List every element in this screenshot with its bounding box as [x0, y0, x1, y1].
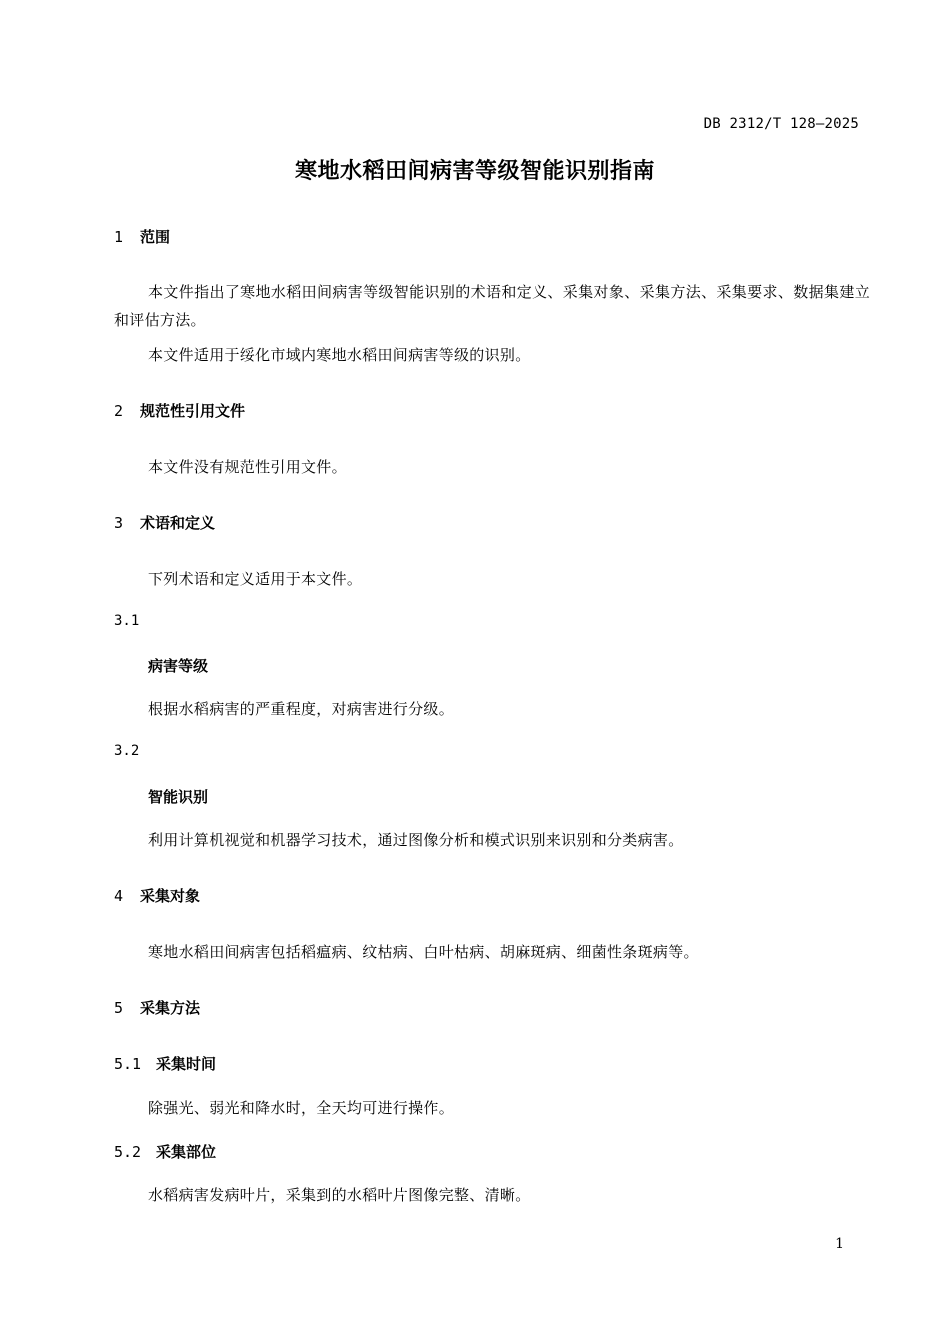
terms-intro-paragraph: 下列术语和定义适用于本文件。: [148, 570, 363, 588]
section-title: 范围: [140, 228, 171, 246]
term-definition: 利用计算机视觉和机器学习技术，通过图像分析和模式识别来识别和分类病害。: [148, 831, 684, 849]
standard-code: DB 2312/T 128—2025: [703, 116, 859, 132]
section-number: 3: [114, 514, 124, 532]
section-heading-terms: [114, 512, 215, 533]
clause-number: 3.1: [114, 613, 140, 629]
subsection-heading-collection-part: [114, 1141, 216, 1162]
page-number: 1: [835, 1236, 844, 1252]
section-title: 规范性引用文件: [140, 402, 246, 420]
section-title: 采集对象: [140, 887, 201, 905]
scope-paragraph-1: 本文件指出了寒地水稻田间病害等级智能识别的术语和定义、采集对象、采集方法、采集要求、数据集建立和评估方法。: [114, 283, 870, 329]
section-title: 术语和定义: [140, 514, 216, 532]
normative-references-paragraph: 本文件没有规范性引用文件。: [148, 458, 347, 476]
section-number: 4: [114, 887, 124, 905]
scope-paragraph-2: 本文件适用于绥化市域内寒地水稻田间病害等级的识别。: [148, 346, 531, 364]
subsection-number: 5.2: [114, 1143, 142, 1161]
document-title: 寒地水稻田间病害等级智能识别指南: [294, 159, 655, 184]
section-number: 5: [114, 999, 124, 1017]
collection-time-paragraph: 除强光、弱光和降水时，全天均可进行操作。: [148, 1099, 455, 1117]
section-title: 采集方法: [140, 999, 201, 1017]
section-number: 2: [114, 402, 124, 420]
subsection-title: 采集时间: [156, 1055, 217, 1073]
section-number: 1: [114, 228, 124, 246]
term-definition: 根据水稻病害的严重程度，对病害进行分级。: [148, 700, 455, 718]
section-heading-collection-objects: [114, 885, 200, 906]
term-title: 病害等级: [148, 657, 209, 675]
collection-objects-paragraph: 寒地水稻田间病害包括稻瘟病、纹枯病、白叶枯病、胡麻斑病、细菌性条斑病等。: [148, 943, 699, 961]
clause-number: 3.2: [114, 743, 140, 759]
subsection-title: 采集部位: [156, 1143, 217, 1161]
section-heading-normative-references: [114, 400, 245, 421]
term-title: 智能识别: [148, 788, 209, 806]
section-heading-collection-methods: [114, 997, 200, 1018]
collection-part-paragraph: 水稻病害发病叶片，采集到的水稻叶片图像完整、清晰。: [148, 1186, 531, 1204]
section-heading-scope: [114, 226, 170, 247]
subsection-heading-collection-time: [114, 1053, 216, 1074]
subsection-number: 5.1: [114, 1055, 142, 1073]
